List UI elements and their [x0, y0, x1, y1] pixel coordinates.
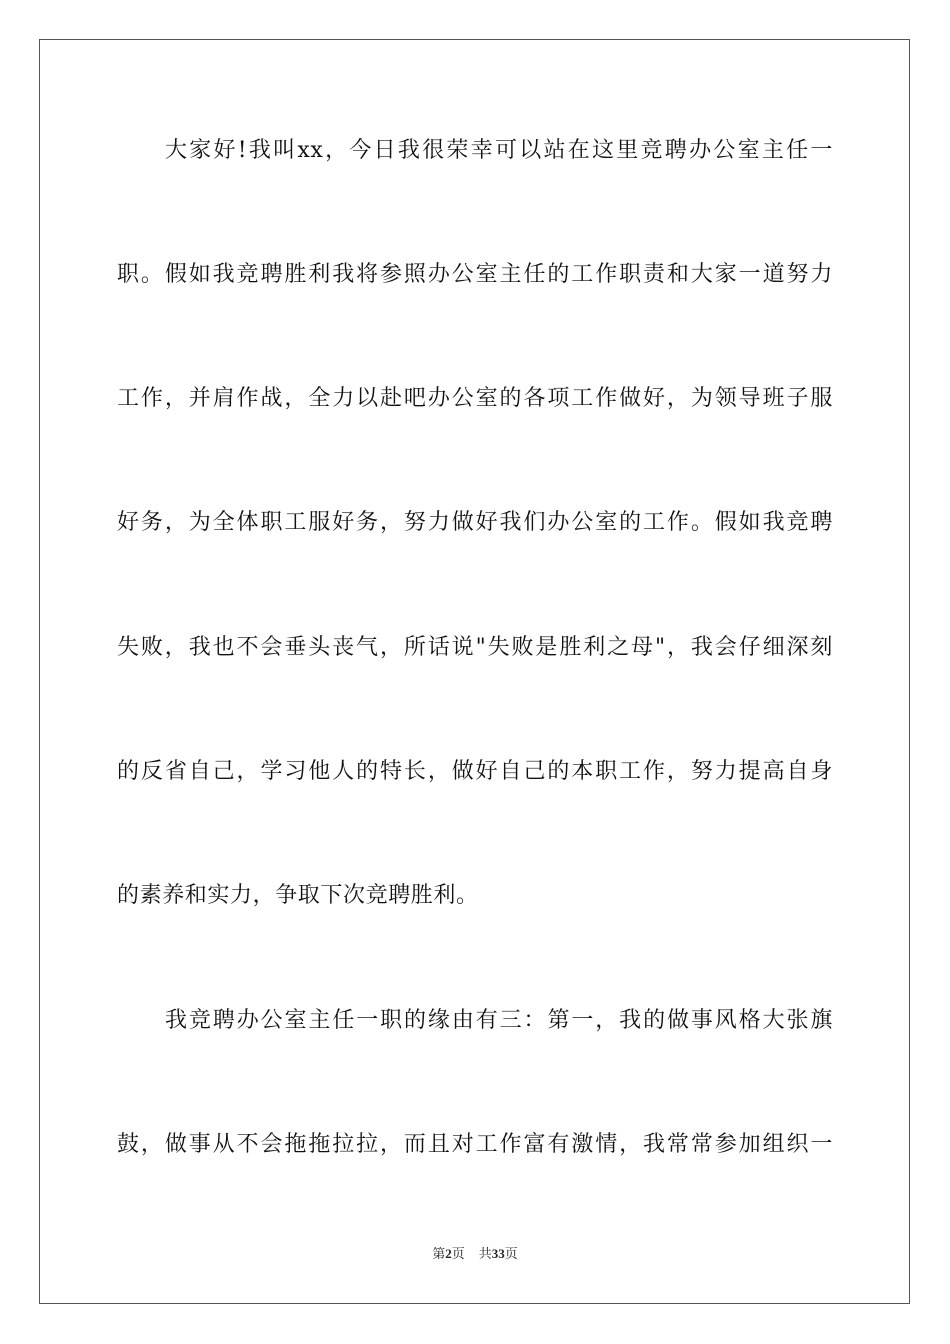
total-pages: 33: [491, 1246, 505, 1261]
text-line: 大家好!我叫xx，今日我很荣幸可以站在这里竞聘办公室主任一: [165, 138, 833, 163]
page-footer: [0, 1245, 950, 1264]
text-line: 鼓，做事从不会拖拖拉拉，而且对工作富有激情，我常常参加组织一: [117, 1132, 833, 1157]
text-line: 职。假如我竞聘胜利我将参照办公室主任的工作职责和大家一道努力: [117, 262, 833, 287]
page-suffix: 页: [451, 1247, 465, 1262]
page-number: 2: [445, 1246, 452, 1261]
text-line: 的反省自己，学习他人的特长，做好自己的本职工作，努力提高自身: [117, 759, 833, 784]
total-suffix: 页: [504, 1247, 518, 1262]
text-line: 的素养和实力，争取下次竞聘胜利。: [117, 883, 479, 908]
text-line: 我竞聘办公室主任一职的缘由有三：第一，我的做事风格大张旗: [165, 1008, 833, 1033]
text-line: 工作，并肩作战，全力以赴吧办公室的各项工作做好，为领导班子服: [117, 386, 833, 411]
total-prefix: 共: [478, 1247, 492, 1262]
text-line: 失败，我也不会垂头丧气，所话说"失败是胜利之母"，我会仔细深刻: [117, 635, 833, 660]
page-prefix: 第: [432, 1247, 446, 1262]
page-border: [39, 39, 910, 1304]
text-line: 好务，为全体职工服好务，努力做好我们办公室的工作。假如我竞聘: [117, 510, 833, 535]
